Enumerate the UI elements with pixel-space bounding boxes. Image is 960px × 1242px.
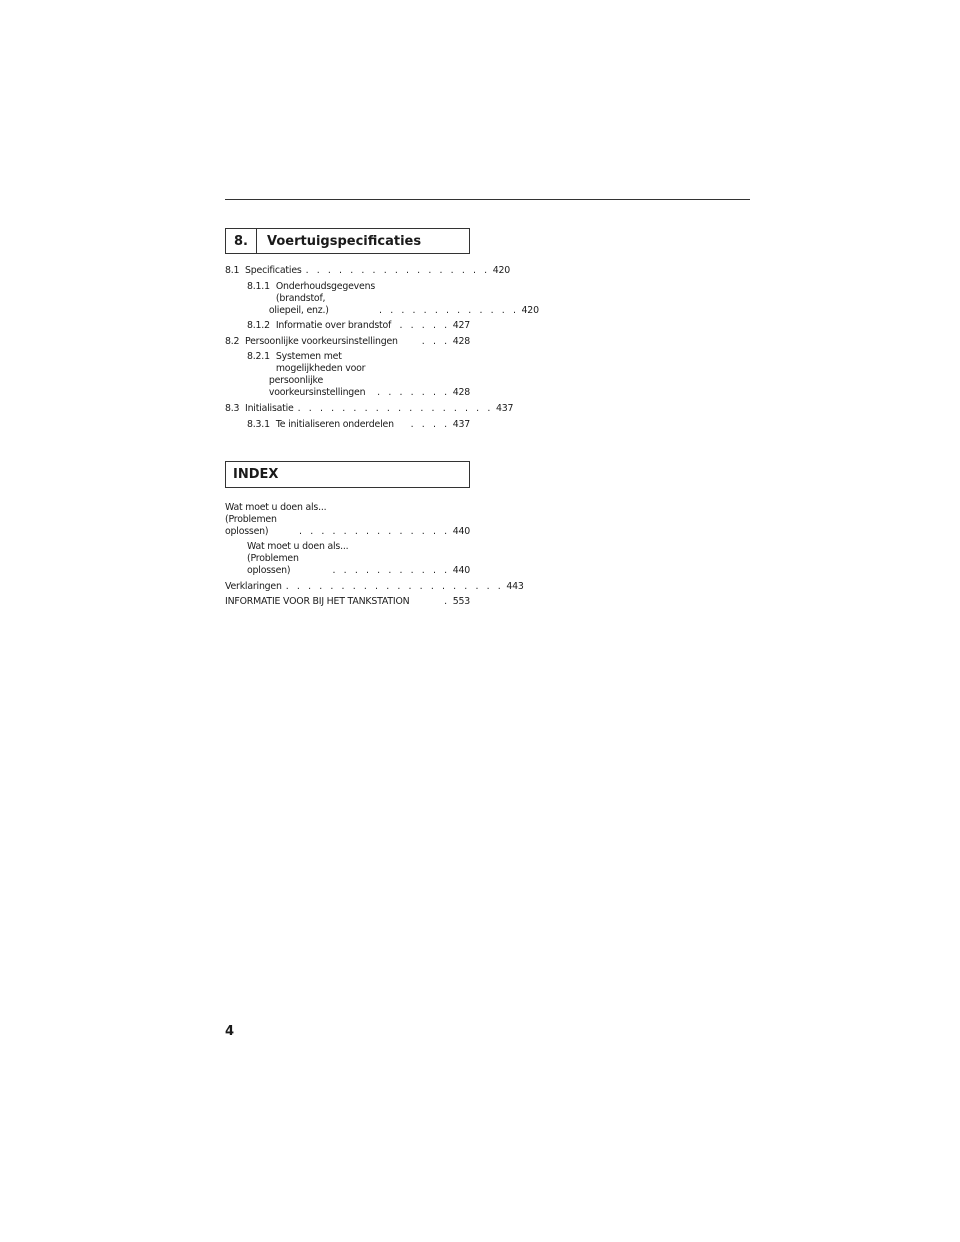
toc-page-number: 427 <box>452 320 470 332</box>
toc-column <box>225 228 539 612</box>
toc-page-number: 420 <box>521 304 539 316</box>
toc-entry-number: 8.3.1 <box>247 418 270 430</box>
toc-entry-8-1-2[interactable] <box>225 320 470 332</box>
toc-entry-title: Specificaties <box>245 265 302 276</box>
header-rule <box>225 199 750 200</box>
toc-entry-number: 8.1 <box>225 265 240 276</box>
toc-leader-dots: . . . . . . . . . . . . . . . . . <box>305 265 490 276</box>
toc-entry-8-1[interactable] <box>225 265 511 277</box>
toc-page-number: 428 <box>452 387 470 399</box>
index-entry-tankstation[interactable] <box>225 596 470 608</box>
toc-entry-title: Systemen met mogelijkheden voor <box>275 351 366 375</box>
toc-page-number: 437 <box>452 418 470 430</box>
toc-entry-title-cont: oliepeil, enz.) <box>268 304 329 316</box>
index-page-number: 440 <box>452 525 470 537</box>
index-list <box>225 501 524 609</box>
index-entry-pre: Wat moet u doen als... <box>247 541 349 553</box>
index-page-number: 443 <box>506 580 524 592</box>
toc-list <box>225 265 539 431</box>
toc-entry-8-2-1[interactable] <box>225 351 470 399</box>
index-page-number: 440 <box>452 565 470 577</box>
toc-entry-title-cont: persoonlijke <box>268 375 324 387</box>
index-entry-verklaringen[interactable] <box>225 580 524 593</box>
index-entry-problemen[interactable] <box>225 514 470 538</box>
index-entry-title: (Problemen oplossen) <box>225 513 277 537</box>
index-leader-dots: . . . . . . . . . . . . . . <box>299 525 450 537</box>
toc-entry-8-2[interactable] <box>225 336 470 348</box>
index-entry-problemen-sub[interactable] <box>225 553 470 577</box>
index-leader-dots: . . . . . . . . . . . . . . . . . . . . <box>285 580 504 592</box>
toc-entry-number: 8.3 <box>225 402 240 414</box>
toc-entry-title: Onderhoudsgegevens (brandstof, <box>275 280 376 304</box>
toc-entry-title: Te initialiseren onderdelen <box>275 418 394 430</box>
index-leader-dots: . <box>444 596 450 608</box>
toc-leader-dots: . . . . <box>410 418 450 430</box>
index-header: INDEX <box>225 461 470 488</box>
toc-leader-dots: . . . . . <box>399 320 450 332</box>
toc-entry-8-3-1[interactable] <box>225 419 470 431</box>
index-entry-title: INFORMATIE VOOR BIJ HET TANKSTATION <box>225 596 410 608</box>
toc-entry-title-cont: voorkeursinstellingen <box>268 387 366 399</box>
index-page-number: 553 <box>452 596 470 608</box>
toc-page-number: 420 <box>492 265 511 276</box>
toc-entry-title: Informatie over brandstof <box>275 320 392 332</box>
toc-entry-8-1-1[interactable] <box>225 280 539 317</box>
toc-entry-number: 8.1.1 <box>247 280 270 292</box>
section-number: 8. <box>226 229 257 253</box>
page-number: 4 <box>225 1024 235 1039</box>
toc-leader-dots: . . . <box>421 335 450 347</box>
toc-entry-title: Initialisatie <box>245 402 294 414</box>
toc-entry-8-3[interactable] <box>225 402 514 415</box>
index-entry-pre: Wat moet u doen als... <box>225 501 327 513</box>
toc-leader-dots: . . . . . . . <box>377 387 450 399</box>
index-leader-dots: . . . . . . . . . . . <box>332 565 450 577</box>
toc-leader-dots: . . . . . . . . . . . . . . . . . . <box>297 402 493 414</box>
toc-page-number: 437 <box>495 402 514 414</box>
index-entry-title: Verklaringen <box>225 580 282 592</box>
toc-entry-number: 8.2.1 <box>247 351 270 363</box>
section-header <box>225 228 470 254</box>
toc-entry-number: 8.1.2 <box>247 320 270 332</box>
toc-page-number: 428 <box>452 335 470 347</box>
toc-entry-title: Persoonlijke voorkeursinstellingen <box>245 335 398 347</box>
toc-leader-dots: . . . . . . . . . . . . . <box>379 304 519 316</box>
index-entry-title: (Problemen oplossen) <box>247 553 299 577</box>
section-title: Voertuigspecificaties <box>267 233 422 249</box>
toc-entry-number: 8.2 <box>225 335 240 347</box>
